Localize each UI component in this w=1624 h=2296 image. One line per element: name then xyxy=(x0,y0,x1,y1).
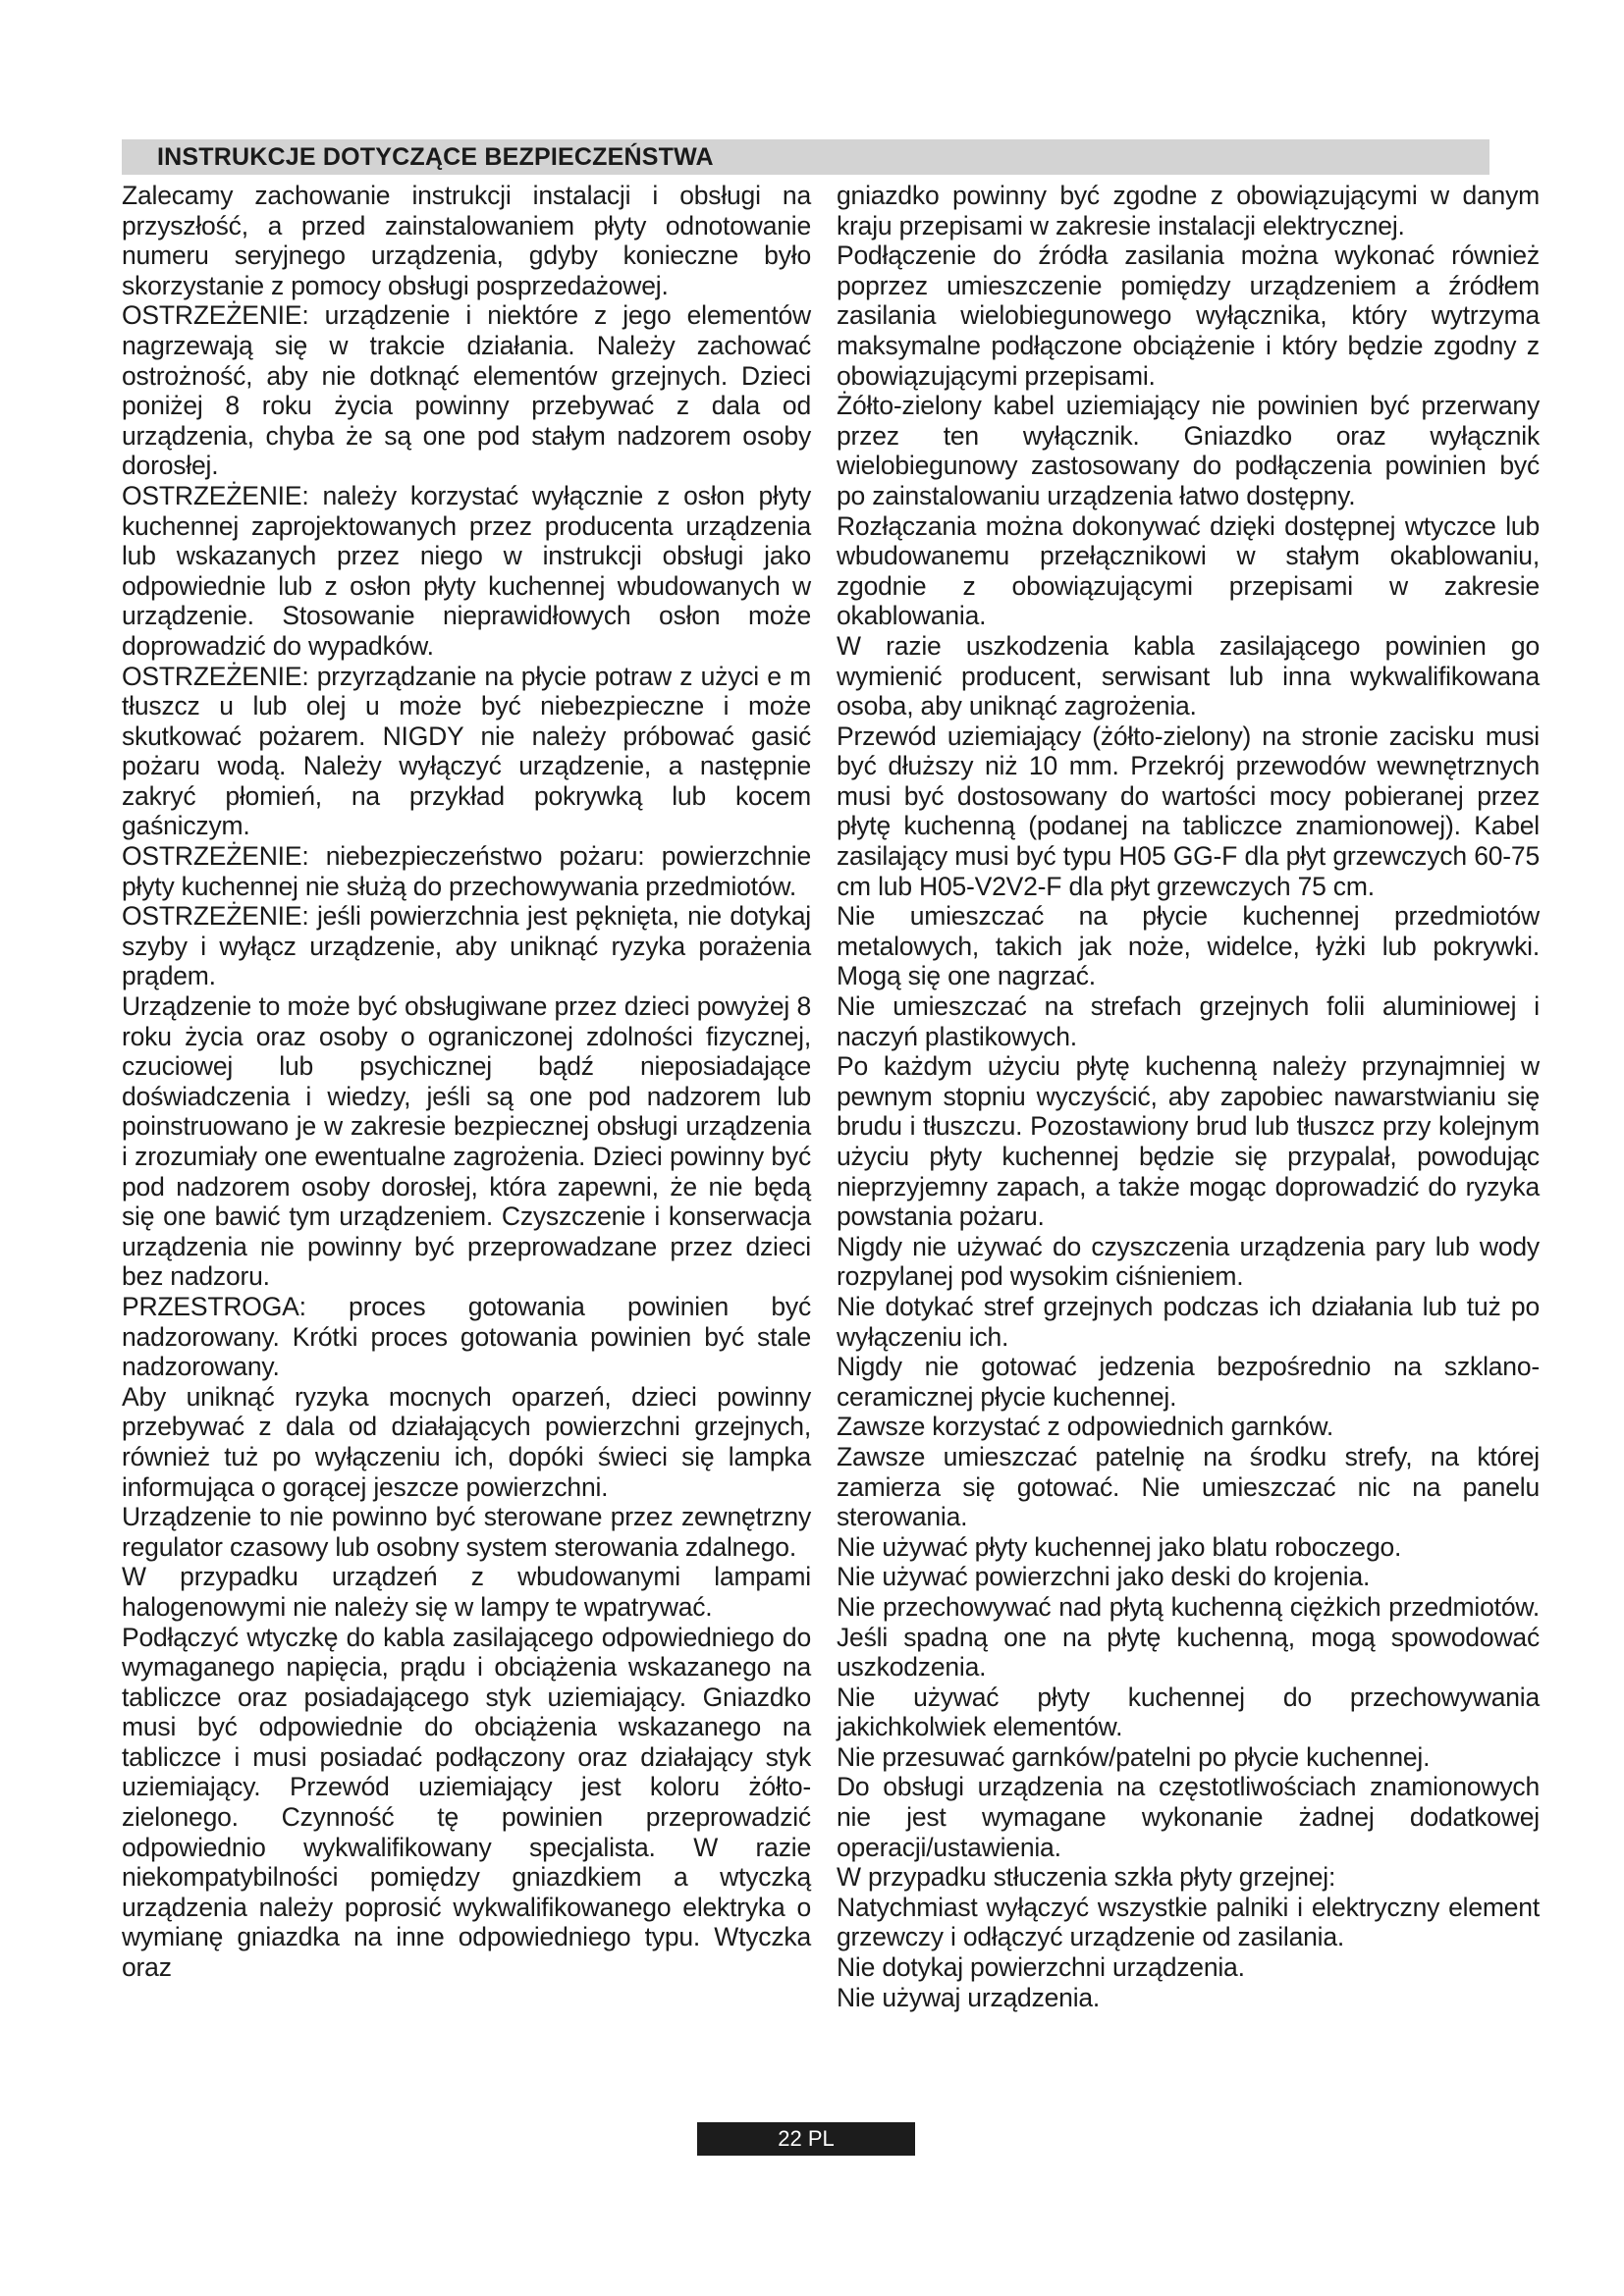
section-title: INSTRUKCJE DOTYCZĄCE BEZPIECZEŃSTWA xyxy=(157,143,714,171)
paragraph: OSTRZEŻENIE: należy korzystać wyłącznie z osłon płyty kuchennej zaprojektowanych przez producenta urządzenia lub wskazanych przez niego w instrukcji obsługi jako odpowiednie lub z osłon płyty kuchennej wbudowanych w urządzenie. Stosowanie nieprawidłowych osłon może doprowadzić do wypadków. xyxy=(122,480,811,661)
page-number-badge: 22 PL xyxy=(697,2122,915,2156)
paragraph: Po każdym użyciu płytę kuchenną należy przynajmniej w pewnym stopniu wyczyścić, aby zapobiec nawarstwianiu się brudu i tłuszczu. Pozostawiony brud lub tłuszcz przy kolejnym użyciu płyty kuchennej będzie się przypalał, powodując nieprzyjemny zapach, a także mogąc doprowadzić do ryzyka powstania pożaru. xyxy=(837,1051,1540,1232)
paragraph: W przypadku stłuczenia szkła płyty grzejnej: xyxy=(837,1862,1336,1893)
paragraph: Nigdy nie używać do czyszczenia urządzenia pary lub wody rozpylanej pod wysokim ciśnieniem. xyxy=(837,1231,1540,1292)
paragraph: Żółto-zielony kabel uziemiający nie powinien być przerwany przez ten wyłącznik. Gniazdko oraz wyłącznik wielobiegunowy zastosowany do podłączenia powinien być po zainstalowaniu urządzenia łatwo dostępny. xyxy=(837,391,1540,510)
paragraph: Podłączyć wtyczkę do kabla zasilającego odpowiedniego do wymaganego napięcia, prądu i obciążenia wskazanego na tabliczce oraz posiadającego styk uziemiający. Gniazdko musi być odpowiednie do obciążenia wskazanego na tabliczce i musi posiadać podłączony oraz działający styk uziemiający. Przewód uziemiający jest koloru żółto-zielonego. Czynność tę powinien przeprowadzić odpowiednio wykwalifikowany specjalista. W razie niekompatybilności pomiędzy gniazdkiem a wtyczką urządzenia należy poprosić wykwalifikowanego elektryka o wymianę gniazdka na inne odpowiedniego typu. Wtyczka oraz xyxy=(122,1622,811,1983)
paragraph: Zalecamy zachowanie instrukcji instalacji i obsługi na przyszłość, a przed zainstalowaniem płyty odnotowanie numeru seryjnego urządzenia, gdyby konieczne było skorzystanie z pomocy obsługi posprzedażowej. xyxy=(122,181,811,300)
paragraph: Nie dotykaj powierzchni urządzenia. xyxy=(837,1952,1245,1983)
paragraph: Do obsługi urządzenia na częstotliwościach znamionowych nie jest wymagane wykonanie żadnej dodatkowej operacji/ustawienia. xyxy=(837,1772,1540,1862)
paragraph: Nie umieszczać na płycie kuchennej przedmiotów metalowych, takich jak noże, widelce, łyżki lub pokrywki. Mogą się one nagrzać. xyxy=(837,901,1540,991)
paragraph: Nie używać płyty kuchennej do przechowywania jakichkolwiek elementów. xyxy=(837,1682,1540,1742)
section-header-bar xyxy=(122,139,1489,175)
paragraph: Urządzenie to może być obsługiwane przez dzieci powyżej 8 roku życia oraz osoby o ograniczonej zdolności fizycznej, czuciowej lub psychicznej bądź nieposiadające doświadczenia i wiedzy, jeśli są one pod nadzorem lub poinstruowano je w zakresie bezpiecznej obsługi urządzenia i zrozumiały one ewentualne zagrożenia. Dzieci powinny być pod nadzorem osoby dorosłej, która zapewni, że nie będą się one bawić tym urządzeniem. Czyszczenie i konserwacja urządzenia nie powinny być przeprowadzane przez dzieci bez nadzoru. xyxy=(122,991,811,1292)
paragraph: Podłączenie do źródła zasilania można wykonać również poprzez umieszczenie pomiędzy urządzeniem a źródłem zasilania wielobiegunowego wyłącznika, który wytrzyma maksymalne podłączone obciążenie i który będzie zgodny z obowiązującymi przepisami. xyxy=(837,240,1540,391)
paragraph: Nie przesuwać garnków/patelni po płycie kuchennej. xyxy=(837,1741,1431,1772)
paragraph: OSTRZEŻENIE: niebezpieczeństwo pożaru: powierzchnie płyty kuchennej nie służą do przechowywania przedmiotów. xyxy=(122,841,811,901)
paragraph: PRZESTROGA: proces gotowania powinien być nadzorowany. Krótki proces gotowania powinien być stale nadzorowany. xyxy=(122,1291,811,1382)
paragraph: Nie używać powierzchni jako deski do krojenia. xyxy=(837,1562,1371,1592)
paragraph: Rozłączania można dokonywać dzięki dostępnej wtyczce lub wbudowanemu przełącznikowi w stałym okablowaniu, zgodnie z obowiązującymi przepisami w zakresie okablowania. xyxy=(837,510,1540,631)
paragraph: Aby uniknąć ryzyka mocnych oparzeń, dzieci powinny przebywać z dala od działających powierzchni grzejnych, również tuż po wyłączeniu ich, dopóki świeci się lampka informująca o gorącej jeszcze powierzchni. xyxy=(122,1381,811,1502)
left-text-column xyxy=(122,181,811,1983)
paragraph: Zawsze umieszczać patelnię na środku strefy, na której zamierza się gotować. Nie umieszczać nic na panelu sterowania. xyxy=(837,1441,1540,1532)
paragraph: Nie dotykać stref grzejnych podczas ich działania lub tuż po wyłączeniu ich. xyxy=(837,1291,1540,1352)
paragraph: W razie uszkodzenia kabla zasilającego powinien go wymienić producent, serwisant lub inna wykwalifikowana osoba, aby uniknąć zagrożenia. xyxy=(837,630,1540,721)
paragraph: Natychmiast wyłączyć wszystkie palniki i elektryczny element grzewczy i odłączyć urządzenie od zasilania. xyxy=(837,1892,1540,1952)
paragraph: W przypadku urządzeń z wbudowanymi lampami halogenowymi nie należy się w lampy te wpatrywać. xyxy=(122,1562,811,1622)
paragraph: OSTRZEŻENIE: urządzenie i niektóre z jego elementów nagrzewają się w trakcie działania. Należy zachować ostrożność, aby nie dotknąć elementów grzejnych. Dzieci poniżej 8 roku życia powinny przebywać z dala od urządzenia, chyba że są one pod stałym nadzorem osoby dorosłej. xyxy=(122,300,811,481)
paragraph: Nie używać płyty kuchennej jako blatu roboczego. xyxy=(837,1531,1402,1562)
paragraph: OSTRZEŻENIE: przyrządzanie na płycie potraw z użyci e m tłuszcz u lub olej u może być niebezpieczne i może skutkować pożarem. NIGDY nie należy próbować gasić pożaru wodą. Należy wyłączyć urządzenie, a następnie zakryć płomień, na przykład pokrywką lub kocem gaśniczym. xyxy=(122,661,811,841)
paragraph: Nigdy nie gotować jedzenia bezpośrednio na szklano-ceramicznej płycie kuchennej. xyxy=(837,1352,1540,1412)
paragraph: Urządzenie to nie powinno być sterowane przez zewnętrzny regulator czasowy lub osobny system sterowania zdalnego. xyxy=(122,1502,811,1562)
paragraph: OSTRZEŻENIE: jeśli powierzchnia jest pęknięta, nie dotykaj szyby i wyłącz urządzenie, aby uniknąć ryzyka porażenia prądem. xyxy=(122,901,811,991)
paragraph: gniazdko powinny być zgodne z obowiązującymi w danym kraju przepisami w zakresie instalacji elektrycznej. xyxy=(837,181,1540,240)
paragraph: Przewód uziemiający (żółto-zielony) na stronie zacisku musi być dłuższy niż 10 mm. Przekrój przewodów wewnętrznych musi być dostosowany do wartości mocy pobieranej przez płytę kuchenną (podanej na tabliczce znamionowej). Kabel zasilający musi być typu H05 GG-F dla płyt grzewczych 60-75 cm lub H05-V2V2-F dla płyt grzewczych 75 cm. xyxy=(837,721,1540,901)
right-text-column xyxy=(837,181,1540,2012)
paragraph: Nie przechowywać nad płytą kuchenną ciężkich przedmiotów. Jeśli spadną one na płytę kuchenną, mogą spowodować uszkodzenia. xyxy=(837,1591,1540,1682)
paragraph: Zawsze korzystać z odpowiednich garnków. xyxy=(837,1412,1334,1442)
paragraph: Nie używaj urządzenia. xyxy=(837,1982,1101,2012)
paragraph: Nie umieszczać na strefach grzejnych folii aluminiowej i naczyń plastikowych. xyxy=(837,991,1540,1051)
